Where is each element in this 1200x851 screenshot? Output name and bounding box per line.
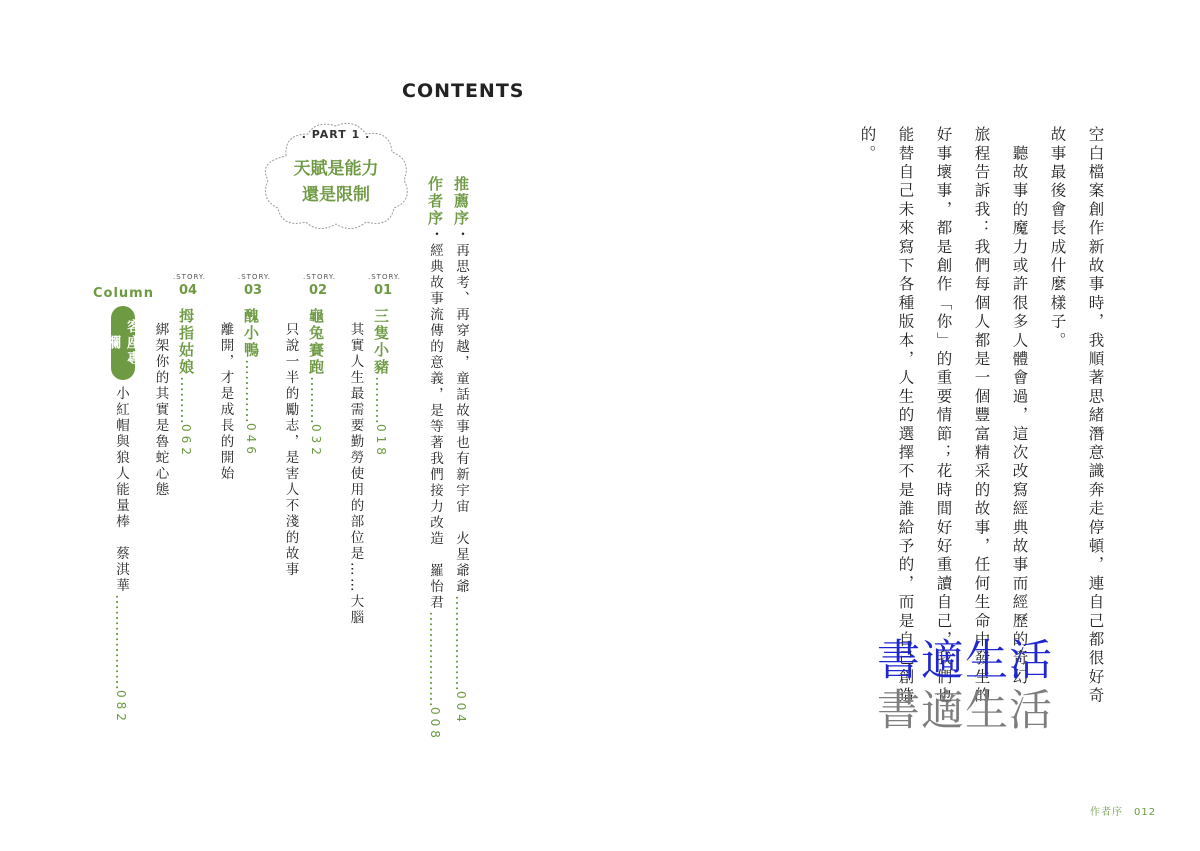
page-number: 004	[454, 691, 468, 726]
body-line-6: 能替自己未來寫下各種版本，人生的選擇不是誰給予的，而是自己創造	[896, 126, 915, 706]
story-subtitle-01: 其實人生最需要勤勞使用的部位是……大腦	[347, 322, 364, 626]
watermark-gray: 書適生活	[877, 686, 1053, 736]
story-word: .STORY.	[303, 273, 336, 281]
leader-dots: …………	[242, 359, 261, 423]
body-line-4: 旅程告訴我：我們每個人都是一個豐富精采的故事，任何生命中發生的	[972, 126, 991, 706]
page-number: 046	[244, 423, 258, 458]
story-subtitle-04: 綁架你的其實是魯蛇心態	[152, 322, 169, 498]
page-number: 032	[309, 424, 323, 459]
story-tag-03	[238, 273, 271, 298]
page-number: 008	[428, 707, 442, 742]
story-title: 拇指姑娘	[177, 308, 195, 376]
story-subtitle-02: 只說一半的勵志，是害人不淺的故事	[282, 322, 299, 578]
body-line-5: 好事壞事，都是創作「你」的重要情節；花時間好好重讀自己，我們也	[934, 126, 953, 706]
entry-head: 推薦序	[452, 176, 470, 227]
part-title	[256, 156, 416, 208]
leader-dots: ………………	[112, 594, 131, 690]
leader-dots: ………………	[452, 595, 471, 691]
toc-entry-story-04[interactable]	[178, 308, 194, 459]
part-label: . PART 1 .	[301, 128, 371, 141]
part-title-line2: 還是限制	[302, 185, 370, 205]
part-badge	[256, 116, 416, 232]
story-number: 01	[373, 283, 393, 298]
story-title: 醜小鴨	[242, 308, 260, 359]
story-word: .STORY.	[173, 273, 206, 281]
toc-entry-story-01[interactable]	[373, 308, 389, 459]
contents-title: CONTENTS	[402, 80, 525, 102]
body-line-7: 的。	[858, 126, 877, 164]
page-number: 018	[374, 424, 388, 459]
entry-text: ・經典故事流傳的意義，是等著我們接力改造 羅怡君	[427, 227, 443, 611]
story-word: .STORY.	[238, 273, 271, 281]
leader-dots: ………………	[426, 611, 445, 707]
column-badge: 客座專欄	[111, 306, 135, 380]
entry-text: ・再思考、再穿越，童話故事也有新宇宙 火星爺爺	[453, 227, 469, 595]
page-number: 082	[114, 690, 128, 725]
page-number: 062	[179, 424, 193, 459]
part-title-line1: 天賦是能力	[293, 159, 379, 179]
story-word: .STORY.	[368, 273, 401, 281]
story-tag-04	[173, 273, 206, 298]
story-number: 03	[243, 283, 263, 298]
toc-entry-story-03[interactable]	[243, 308, 259, 458]
body-line-3: 聽故事的魔力或許很多人體會過，這次改寫經典故事而經歷的奇幻	[1010, 126, 1029, 687]
story-tag-01	[368, 273, 401, 298]
story-title: 龜兔賽跑	[307, 308, 325, 376]
toc-entry-preface[interactable]	[453, 176, 469, 726]
story-tag-02	[303, 273, 336, 298]
leader-dots: ………	[372, 376, 391, 424]
story-title: 三隻小豬	[372, 308, 390, 376]
watermark-blue: 書適生活	[877, 636, 1053, 686]
story-subtitle-03: 離開，才是成長的開始	[217, 322, 234, 482]
leader-dots: ………	[177, 376, 196, 424]
story-number: 02	[308, 283, 328, 298]
body-line-2: 故事最後會長成什麼樣子。	[1048, 126, 1067, 351]
page-footer: 作者序 012	[1090, 807, 1157, 818]
entry-head: 作者序	[426, 176, 444, 227]
toc-entry-author-preface[interactable]	[427, 176, 443, 742]
column-label: Column	[93, 286, 154, 301]
toc-entry-column[interactable]	[113, 386, 129, 725]
body-line-1: 空白檔案創作新故事時，我順著思緒潛意識奔走停頓，連自己都很好奇	[1086, 126, 1105, 706]
toc-entry-story-02[interactable]	[308, 308, 324, 459]
leader-dots: ………	[307, 376, 326, 424]
story-number: 04	[178, 283, 198, 298]
column-text: 小紅帽與狼人能量棒 蔡淇華	[113, 386, 129, 594]
